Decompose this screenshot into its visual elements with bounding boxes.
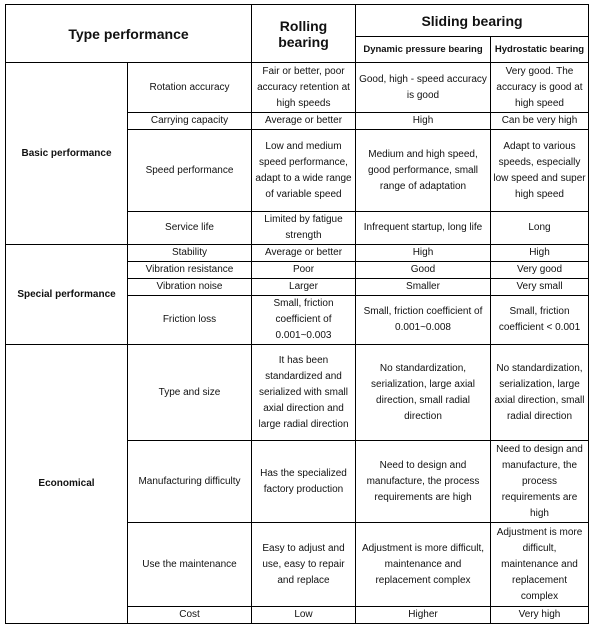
hydrostatic-cell: Very high: [491, 607, 589, 624]
header-hydrostatic-bearing: Hydrostatic bearing: [491, 37, 589, 63]
rolling-cell: Limited by fatigue strength: [252, 212, 356, 245]
hydrostatic-cell: Very good: [491, 262, 589, 279]
row-label: Cost: [128, 607, 252, 624]
category-special-performance: Special performance: [6, 245, 128, 345]
category-basic-performance: Basic performance: [6, 63, 128, 245]
hydrostatic-cell: Long: [491, 212, 589, 245]
row-label: Vibration noise: [128, 279, 252, 296]
dynamic-cell: Good, high - speed accuracy is good: [356, 63, 491, 113]
hydrostatic-cell: Adapt to various speeds, especially low speed and super high speed: [491, 130, 589, 212]
rolling-cell: Poor: [252, 262, 356, 279]
dynamic-cell: Smaller: [356, 279, 491, 296]
category-economical: Economical: [6, 345, 128, 624]
table-row: [6, 63, 589, 113]
hydrostatic-cell: Adjustment is more difficult, maintenance and replacement complex: [491, 523, 589, 607]
header-sliding-bearing: Sliding bearing: [356, 5, 589, 37]
rolling-cell: Fair or better, poor accuracy retention at high speeds: [252, 63, 356, 113]
row-label: Service life: [128, 212, 252, 245]
row-label: Rotation accuracy: [128, 63, 252, 113]
hydrostatic-cell: High: [491, 245, 589, 262]
dynamic-cell: No standardization, serialization, large axial direction, small radial direction: [356, 345, 491, 441]
dynamic-cell: Adjustment is more difficult, maintenance and replacement complex: [356, 523, 491, 607]
row-label: Speed performance: [128, 130, 252, 212]
rolling-cell: Average or better: [252, 113, 356, 130]
table-row: [6, 245, 589, 262]
header-type-performance: Type performance: [6, 5, 252, 63]
hydrostatic-cell: Very good. The accuracy is good at high speed: [491, 63, 589, 113]
rolling-cell: Has the specialized factory production: [252, 441, 356, 523]
rolling-cell: It has been standardized and serialized with small axial direction and large radial direction: [252, 345, 356, 441]
dynamic-cell: Need to design and manufacture, the process requirements are high: [356, 441, 491, 523]
dynamic-cell: Small, friction coefficient of 0.001~0.008: [356, 296, 491, 345]
row-label: Stability: [128, 245, 252, 262]
rolling-cell: Easy to adjust and use, easy to repair and replace: [252, 523, 356, 607]
row-label: Manufacturing difficulty: [128, 441, 252, 523]
dynamic-cell: Medium and high speed, good performance, small range of adaptation: [356, 130, 491, 212]
hydrostatic-cell: Very small: [491, 279, 589, 296]
row-label: Friction loss: [128, 296, 252, 345]
hydrostatic-cell: Need to design and manufacture, the process requirements are high: [491, 441, 589, 523]
table-row: [6, 345, 589, 441]
rolling-cell: Low: [252, 607, 356, 624]
rolling-cell: Larger: [252, 279, 356, 296]
rolling-cell: Average or better: [252, 245, 356, 262]
bearing-comparison-table: [5, 4, 589, 624]
dynamic-cell: High: [356, 245, 491, 262]
dynamic-cell: Good: [356, 262, 491, 279]
header-rolling-bearing: Rolling bearing: [252, 5, 356, 63]
dynamic-cell: High: [356, 113, 491, 130]
header-dynamic-pressure-bearing: Dynamic pressure bearing: [356, 37, 491, 63]
hydrostatic-cell: No standardization, serialization, large axial direction, small radial direction: [491, 345, 589, 441]
hydrostatic-cell: Small, friction coefficient < 0.001: [491, 296, 589, 345]
row-label: Use the maintenance: [128, 523, 252, 607]
row-label: Vibration resistance: [128, 262, 252, 279]
rolling-cell: Low and medium speed performance, adapt to a wide range of variable speed: [252, 130, 356, 212]
rolling-cell: Small, friction coefficient of 0.001~0.003: [252, 296, 356, 345]
dynamic-cell: Infrequent startup, long life: [356, 212, 491, 245]
hydrostatic-cell: Can be very high: [491, 113, 589, 130]
row-label: Type and size: [128, 345, 252, 441]
row-label: Carrying capacity: [128, 113, 252, 130]
dynamic-cell: Higher: [356, 607, 491, 624]
header-row: [6, 5, 589, 37]
